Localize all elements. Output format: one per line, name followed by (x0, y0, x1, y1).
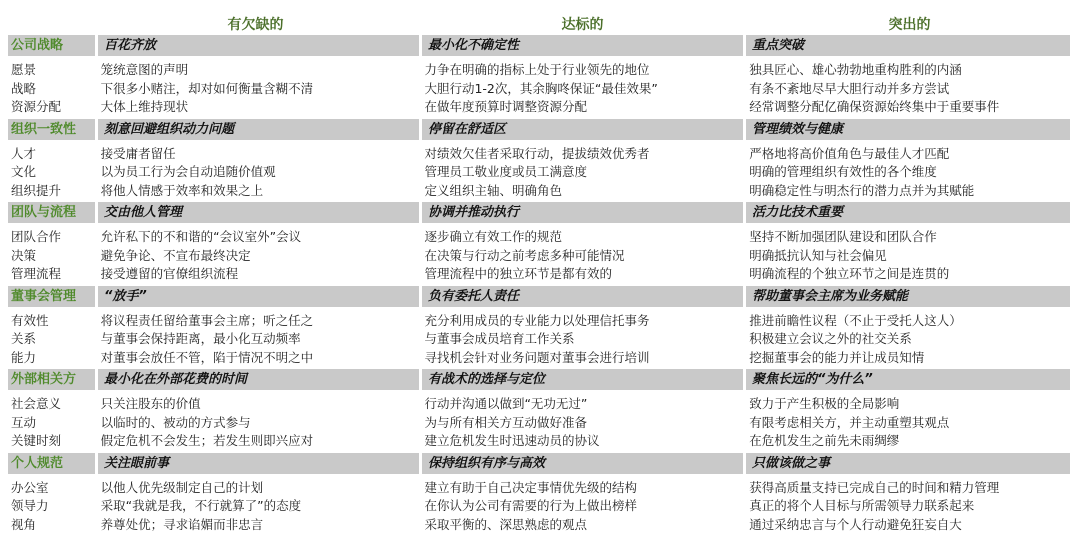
column-header-outstanding: 突出的 (888, 17, 931, 33)
section-heading: 交由他人管理 (98, 202, 419, 223)
table-row (8, 479, 1072, 498)
table-row (8, 265, 1072, 284)
section-heading: 帮助董事会主席为业务赋能 (746, 286, 1070, 307)
table-row (8, 145, 1072, 164)
table-cell: 接受庸者留任 (100, 145, 176, 161)
table-cell: 经常调整分配亿确保资源始终集中于重要事件 (749, 99, 1000, 114)
table-cell: 在做年度预算时调整资源分配 (424, 99, 587, 114)
table-cell: 推进前瞻性议程（不止于受托人这人） (749, 312, 962, 328)
table-row (8, 349, 1072, 368)
table-cell: 只关注股东的价值 (100, 396, 201, 411)
table-row (8, 312, 1072, 331)
table-cell: 明确流程的个独立环节之间是连贯的 (749, 266, 950, 281)
section-rows (8, 56, 1072, 117)
section-header (8, 202, 1072, 223)
table-row (8, 247, 1072, 266)
table-cell: 管理流程中的独立环节是都有效的 (424, 266, 612, 281)
row-label: 战略 (11, 80, 37, 96)
table-row (8, 395, 1072, 414)
table-row (8, 80, 1072, 99)
section-heading: 重点突破 (746, 35, 1070, 56)
table-row (8, 497, 1072, 516)
table-cell: 以他人优先级制定自己的计划 (100, 479, 264, 495)
table-cell: 将议程责任留给董事会主席；听之任之 (100, 312, 314, 328)
section-heading: “放手” (98, 286, 419, 307)
row-label: 关系 (11, 331, 37, 346)
row-label: 人才 (11, 145, 37, 161)
table-row (8, 330, 1072, 349)
section-heading: 管理绩效与健康 (746, 119, 1070, 140)
row-label: 能力 (11, 349, 37, 365)
section-heading: 活力比技术重要 (746, 202, 1070, 223)
table-cell: 与董事会成员培育工作关系 (424, 331, 575, 346)
table-cell: 大体上维持现状 (100, 99, 189, 114)
practice-table (8, 33, 1072, 534)
section-heading: 百花齐放 (98, 35, 419, 56)
section-rows (8, 474, 1072, 535)
row-label: 视角 (11, 516, 37, 532)
section-category: 组织一致性 (8, 119, 95, 140)
section-header (8, 453, 1072, 474)
table-cell: 有限考虑相关方，并主动重塑其观点 (749, 414, 950, 430)
table-cell: 建立危机发生时迅速动员的协议 (424, 433, 600, 448)
table-row (8, 182, 1072, 201)
table-cell: 以临时的、被动的方式参与 (100, 414, 251, 430)
section-header (8, 119, 1072, 140)
row-label: 愿景 (11, 62, 37, 77)
table-cell: 在你认为公司有需要的行为上做出榜样 (424, 498, 637, 513)
table-cell: 采取平衡的、深思熟虑的观点 (424, 516, 587, 532)
table-row (8, 228, 1072, 247)
table-cell: 致力于产生积极的全局影响 (749, 396, 900, 411)
row-label: 办公室 (11, 479, 49, 495)
table-cell: 充分利用成员的专业能力以处理信托事务 (424, 312, 650, 328)
section-heading: 保持组织有序与高效 (422, 453, 743, 474)
section-category: 个人规范 (8, 453, 95, 474)
row-label: 团队合作 (11, 229, 62, 244)
section-heading: 聚焦长远的“为什么” (746, 369, 1070, 390)
section-heading: 负有委托人责任 (422, 286, 743, 307)
table-cell: 接受遵留的官僚组织流程 (100, 266, 239, 281)
section-heading: 协调并推动执行 (422, 202, 743, 223)
table-cell: 独具匠心、雄心勃勃地重构胜利的内涵 (749, 62, 962, 77)
table-cell: 笼统意图的声明 (100, 62, 189, 77)
section-header (8, 35, 1072, 56)
table-row (8, 98, 1072, 117)
section-category: 公司战略 (8, 35, 95, 56)
section-header (8, 369, 1072, 390)
table-cell: 积极建立会议之外的社交关系 (749, 331, 912, 346)
table-cell: 获得高质量支持已完成自己的时间和精力管理 (749, 479, 1000, 495)
section-rows (8, 140, 1072, 201)
table-cell: 坚持不断加强团队建设和团队合作 (749, 229, 937, 244)
row-label: 社会意义 (11, 396, 62, 411)
row-label: 有效性 (11, 312, 49, 328)
table-cell: 定义组织主轴、明确角色 (424, 182, 562, 198)
row-label: 决策 (11, 247, 37, 263)
table-cell: 有条不紊地尽早大胆行动并多方尝试 (749, 80, 950, 96)
table-cell: 严格地将高价值角色与最佳人才匹配 (749, 145, 950, 161)
table-cell: 明确的管理组织有效性的各个维度 (749, 164, 937, 179)
table-row (8, 61, 1072, 80)
row-label: 领导力 (11, 498, 49, 513)
table-cell: 力争在明确的指标上处于行业领先的地位 (424, 62, 650, 77)
row-label: 组织提升 (11, 182, 62, 198)
table-cell: 逐步确立有效工作的规范 (424, 229, 562, 244)
section-heading: 关注眼前事 (98, 453, 419, 474)
table-cell: 建立有助于自己决定事情优先级的结构 (424, 479, 637, 495)
section-rows (8, 223, 1072, 284)
table-cell: 对董事会放任不管，陷于情况不明之中 (100, 349, 314, 365)
section-heading: 最小化不确定性 (422, 35, 743, 56)
table-cell: 避免争论、不宣布最终决定 (100, 247, 251, 263)
row-label: 资源分配 (11, 99, 62, 114)
section-header (8, 286, 1072, 307)
table-cell: 明确抵抗认知与社会偏见 (749, 247, 887, 263)
table-cell: 假定危机不会发生；若发生则即兴应对 (100, 433, 314, 448)
table-cell: 将他人情感于效率和效果之上 (100, 182, 264, 198)
row-label: 互动 (11, 414, 37, 430)
column-header-standard: 达标的 (561, 17, 604, 33)
table-row (8, 516, 1072, 535)
table-cell: 行动并沟通以做到“无功无过” (424, 396, 588, 411)
table-cell: 在决策与行动之前考虑多种可能情况 (424, 247, 625, 263)
table-cell: 以为员工行为会自动追随价值观 (100, 164, 276, 179)
section-heading: 刻意回避组织动力问题 (98, 119, 419, 140)
table-cell: 大胆行动1-2次，其余胸咚保证“最佳效果” (424, 80, 658, 96)
table-cell: 挖掘董事会的能力并让成员知情 (749, 349, 925, 365)
table-cell: 允许私下的不和谐的“会议室外”会议 (100, 229, 302, 244)
table-cell: 在危机发生之前先未雨绸缪 (749, 433, 900, 448)
table-cell: 对绩效欠佳者采取行动，提拔绩效优秀者 (424, 145, 650, 161)
section-category: 团队与流程 (8, 202, 95, 223)
table-cell: 采取“我就是我，不行就算了”的态度 (100, 498, 302, 513)
section-heading: 停留在舒适区 (422, 119, 743, 140)
table-cell: 为与所有相关方互动做好准备 (424, 414, 587, 430)
row-label: 文化 (11, 164, 37, 179)
section-rows (8, 390, 1072, 451)
table-cell: 管理员工敬业度或员工满意度 (424, 164, 587, 179)
table-cell: 养尊处优；寻求谄媚而非忠言 (100, 516, 264, 532)
table-cell: 下很多小赌注，却对如何衡量含糊不清 (100, 80, 314, 96)
table-cell: 明确稳定性与明杰行的潜力点并为其赋能 (749, 182, 975, 198)
table-row (8, 163, 1072, 182)
row-label: 管理流程 (11, 266, 62, 281)
section-category: 董事会管理 (8, 286, 95, 307)
column-header-lacking: 有欠缺的 (227, 17, 284, 33)
section-heading: 有战术的选择与定位 (422, 369, 743, 390)
table-row (8, 432, 1072, 451)
section-heading: 只做该做之事 (746, 453, 1070, 474)
table-cell: 通过采纳忠言与个人行动避免狂妄自大 (749, 516, 962, 532)
row-label: 关键时刻 (11, 433, 62, 448)
section-heading: 最小化在外部花费的时间 (98, 369, 419, 390)
section-rows (8, 307, 1072, 368)
table-cell: 寻找机会针对业务问题对董事会进行培训 (424, 349, 650, 365)
table-row (8, 414, 1072, 433)
table-cell: 与董事会保持距离，最小化互动频率 (100, 331, 301, 346)
table-cell: 真正的将个人目标与所需领导力联系起来 (749, 498, 975, 513)
section-category: 外部相关方 (8, 369, 95, 390)
